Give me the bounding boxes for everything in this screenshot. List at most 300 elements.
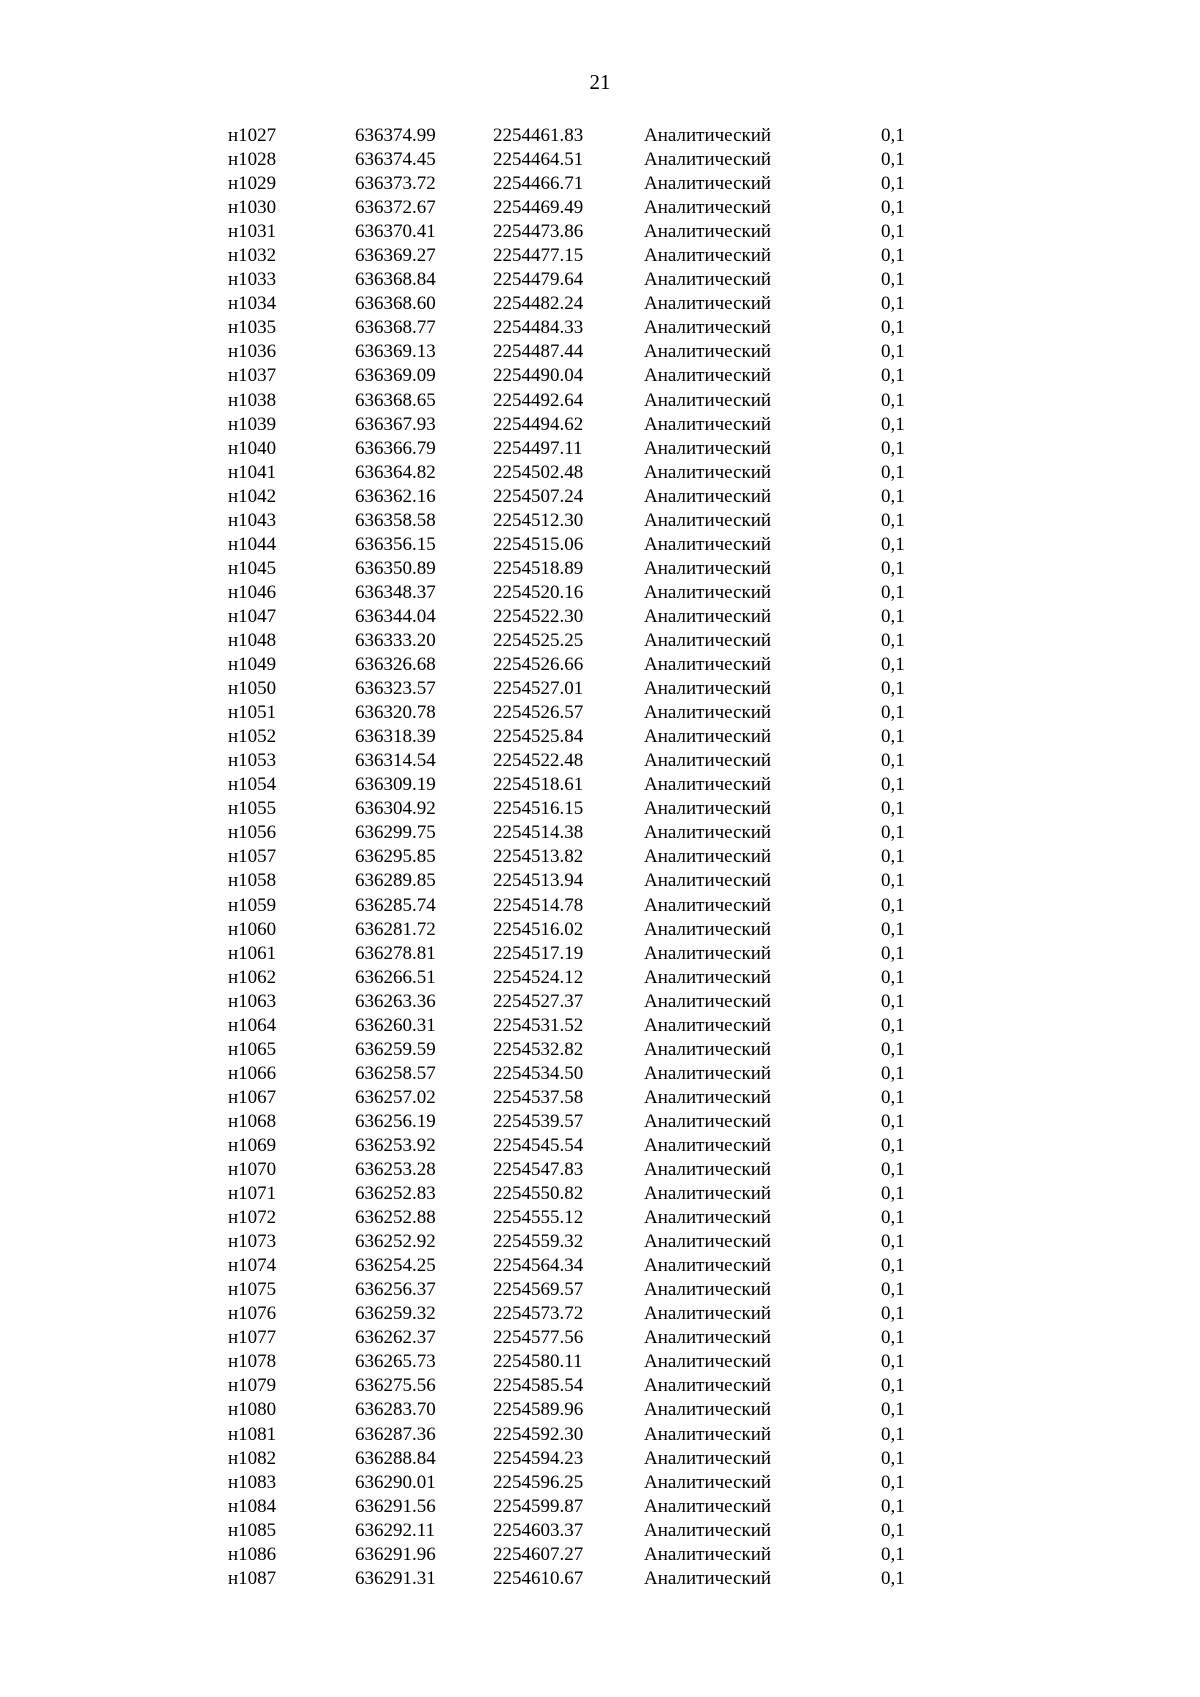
table-row <box>0 918 1200 942</box>
x-coordinate-cell: 636253.92 <box>355 1134 436 1156</box>
point-id-cell: н1075 <box>228 1279 277 1301</box>
x-coordinate-cell: 636290.01 <box>355 1471 436 1493</box>
accuracy-cell: 0,1 <box>881 678 905 700</box>
x-coordinate-cell: 636287.36 <box>355 1423 436 1445</box>
x-coordinate-cell: 636292.11 <box>355 1519 436 1541</box>
y-coordinate-cell: 2254490.04 <box>493 365 584 387</box>
table-row <box>0 701 1200 725</box>
x-coordinate-cell: 636254.25 <box>355 1255 436 1277</box>
accuracy-cell: 0,1 <box>881 605 905 627</box>
table-row <box>0 196 1200 220</box>
accuracy-cell: 0,1 <box>881 629 905 651</box>
point-id-cell: н1085 <box>228 1519 277 1541</box>
point-id-cell: н1071 <box>228 1183 277 1205</box>
point-id-cell: н1086 <box>228 1543 277 1565</box>
table-row <box>0 1326 1200 1350</box>
y-coordinate-cell: 2254466.71 <box>493 173 584 195</box>
y-coordinate-cell: 2254580.11 <box>493 1351 583 1373</box>
table-row <box>0 364 1200 388</box>
point-id-cell: н1028 <box>228 149 277 171</box>
point-id-cell: н1060 <box>228 918 277 940</box>
y-coordinate-cell: 2254513.94 <box>493 870 584 892</box>
y-coordinate-cell: 2254518.61 <box>493 774 584 796</box>
accuracy-cell: 0,1 <box>881 654 905 676</box>
table-row <box>0 509 1200 533</box>
y-coordinate-cell: 2254531.52 <box>493 1014 584 1036</box>
x-coordinate-cell: 636350.89 <box>355 557 436 579</box>
y-coordinate-cell: 2254527.01 <box>493 678 584 700</box>
y-coordinate-cell: 2254526.57 <box>493 702 584 724</box>
method-cell: Аналитический <box>644 317 772 339</box>
method-cell: Аналитический <box>644 1110 772 1132</box>
x-coordinate-cell: 636288.84 <box>355 1447 436 1469</box>
table-row <box>0 990 1200 1014</box>
point-id-cell: н1039 <box>228 413 277 435</box>
x-coordinate-cell: 636291.56 <box>355 1495 436 1517</box>
accuracy-cell: 0,1 <box>881 1351 905 1373</box>
x-coordinate-cell: 636260.31 <box>355 1014 436 1036</box>
accuracy-cell: 0,1 <box>881 870 905 892</box>
y-coordinate-cell: 2254534.50 <box>493 1062 584 1084</box>
point-id-cell: н1032 <box>228 245 277 267</box>
accuracy-cell: 0,1 <box>881 557 905 579</box>
x-coordinate-cell: 636370.41 <box>355 221 436 243</box>
x-coordinate-cell: 636278.81 <box>355 942 436 964</box>
x-coordinate-cell: 636368.60 <box>355 293 436 315</box>
y-coordinate-cell: 2254492.64 <box>493 389 584 411</box>
table-row <box>0 942 1200 966</box>
x-coordinate-cell: 636309.19 <box>355 774 436 796</box>
y-coordinate-cell: 2254522.30 <box>493 605 584 627</box>
x-coordinate-cell: 636295.85 <box>355 846 436 868</box>
coordinates-table <box>0 124 1200 1591</box>
accuracy-cell: 0,1 <box>881 1519 905 1541</box>
method-cell: Аналитический <box>644 149 772 171</box>
method-cell: Аналитический <box>644 173 772 195</box>
x-coordinate-cell: 636373.72 <box>355 173 436 195</box>
point-id-cell: н1073 <box>228 1231 277 1253</box>
table-row <box>0 653 1200 677</box>
accuracy-cell: 0,1 <box>881 1471 905 1493</box>
table-row <box>0 1038 1200 1062</box>
y-coordinate-cell: 2254482.24 <box>493 293 584 315</box>
method-cell: Аналитический <box>644 822 772 844</box>
x-coordinate-cell: 636281.72 <box>355 918 436 940</box>
point-id-cell: н1058 <box>228 870 277 892</box>
method-cell: Аналитический <box>644 245 772 267</box>
x-coordinate-cell: 636283.70 <box>355 1399 436 1421</box>
table-row <box>0 220 1200 244</box>
table-row <box>0 1447 1200 1471</box>
y-coordinate-cell: 2254477.15 <box>493 245 584 267</box>
table-row <box>0 1519 1200 1543</box>
y-coordinate-cell: 2254550.82 <box>493 1183 584 1205</box>
x-coordinate-cell: 636299.75 <box>355 822 436 844</box>
y-coordinate-cell: 2254526.66 <box>493 654 584 676</box>
method-cell: Аналитический <box>644 1471 772 1493</box>
x-coordinate-cell: 636291.96 <box>355 1543 436 1565</box>
point-id-cell: н1056 <box>228 822 277 844</box>
accuracy-cell: 0,1 <box>881 437 905 459</box>
table-row <box>0 1254 1200 1278</box>
accuracy-cell: 0,1 <box>881 1447 905 1469</box>
point-id-cell: н1074 <box>228 1255 277 1277</box>
method-cell: Аналитический <box>644 726 772 748</box>
point-id-cell: н1082 <box>228 1447 277 1469</box>
y-coordinate-cell: 2254610.67 <box>493 1567 584 1589</box>
x-coordinate-cell: 636374.99 <box>355 125 436 146</box>
table-row <box>0 1182 1200 1206</box>
x-coordinate-cell: 636369.27 <box>355 245 436 267</box>
method-cell: Аналитический <box>644 966 772 988</box>
accuracy-cell: 0,1 <box>881 293 905 315</box>
point-id-cell: н1036 <box>228 341 277 363</box>
accuracy-cell: 0,1 <box>881 509 905 531</box>
point-id-cell: н1062 <box>228 966 277 988</box>
y-coordinate-cell: 2254603.37 <box>493 1519 584 1541</box>
method-cell: Аналитический <box>644 750 772 772</box>
y-coordinate-cell: 2254497.11 <box>493 437 583 459</box>
x-coordinate-cell: 636275.56 <box>355 1375 436 1397</box>
accuracy-cell: 0,1 <box>881 1159 905 1181</box>
table-row <box>0 1278 1200 1302</box>
point-id-cell: н1050 <box>228 678 277 700</box>
method-cell: Аналитический <box>644 1519 772 1541</box>
y-coordinate-cell: 2254525.25 <box>493 629 584 651</box>
point-id-cell: н1057 <box>228 846 277 868</box>
point-id-cell: н1054 <box>228 774 277 796</box>
point-id-cell: н1044 <box>228 533 277 555</box>
y-coordinate-cell: 2254484.33 <box>493 317 584 339</box>
method-cell: Аналитический <box>644 942 772 964</box>
method-cell: Аналитический <box>644 293 772 315</box>
point-id-cell: н1034 <box>228 293 277 315</box>
y-coordinate-cell: 2254461.83 <box>493 125 584 146</box>
method-cell: Аналитический <box>644 1038 772 1060</box>
table-row <box>0 557 1200 581</box>
point-id-cell: н1047 <box>228 605 277 627</box>
method-cell: Аналитический <box>644 125 772 146</box>
table-row <box>0 1062 1200 1086</box>
y-coordinate-cell: 2254520.16 <box>493 581 584 603</box>
point-id-cell: н1066 <box>228 1062 277 1084</box>
table-row <box>0 629 1200 653</box>
point-id-cell: н1084 <box>228 1495 277 1517</box>
x-coordinate-cell: 636256.19 <box>355 1110 436 1132</box>
accuracy-cell: 0,1 <box>881 389 905 411</box>
accuracy-cell: 0,1 <box>881 173 905 195</box>
method-cell: Аналитический <box>644 1351 772 1373</box>
accuracy-cell: 0,1 <box>881 1062 905 1084</box>
accuracy-cell: 0,1 <box>881 1038 905 1060</box>
method-cell: Аналитический <box>644 389 772 411</box>
x-coordinate-cell: 636358.58 <box>355 509 436 531</box>
method-cell: Аналитический <box>644 413 772 435</box>
accuracy-cell: 0,1 <box>881 341 905 363</box>
table-row <box>0 244 1200 268</box>
y-coordinate-cell: 2254569.57 <box>493 1279 584 1301</box>
y-coordinate-cell: 2254494.62 <box>493 413 584 435</box>
table-row <box>0 725 1200 749</box>
table-row <box>0 485 1200 509</box>
y-coordinate-cell: 2254507.24 <box>493 485 584 507</box>
method-cell: Аналитический <box>644 870 772 892</box>
method-cell: Аналитический <box>644 990 772 1012</box>
table-row <box>0 437 1200 461</box>
point-id-cell: н1087 <box>228 1567 277 1589</box>
accuracy-cell: 0,1 <box>881 1303 905 1325</box>
y-coordinate-cell: 2254559.32 <box>493 1231 584 1253</box>
accuracy-cell: 0,1 <box>881 197 905 219</box>
accuracy-cell: 0,1 <box>881 894 905 916</box>
method-cell: Аналитический <box>644 221 772 243</box>
method-cell: Аналитический <box>644 798 772 820</box>
accuracy-cell: 0,1 <box>881 125 905 146</box>
table-row <box>0 1495 1200 1519</box>
accuracy-cell: 0,1 <box>881 221 905 243</box>
point-id-cell: н1031 <box>228 221 277 243</box>
table-row <box>0 1158 1200 1182</box>
table-row <box>0 172 1200 196</box>
y-coordinate-cell: 2254592.30 <box>493 1423 584 1445</box>
method-cell: Аналитический <box>644 269 772 291</box>
method-cell: Аналитический <box>644 1255 772 1277</box>
x-coordinate-cell: 636289.85 <box>355 870 436 892</box>
y-coordinate-cell: 2254607.27 <box>493 1543 584 1565</box>
point-id-cell: н1027 <box>228 125 277 146</box>
point-id-cell: н1033 <box>228 269 277 291</box>
point-id-cell: н1043 <box>228 509 277 531</box>
table-row <box>0 1374 1200 1398</box>
table-row <box>0 292 1200 316</box>
method-cell: Аналитический <box>644 461 772 483</box>
point-id-cell: н1064 <box>228 1014 277 1036</box>
accuracy-cell: 0,1 <box>881 1086 905 1108</box>
accuracy-cell: 0,1 <box>881 1183 905 1205</box>
point-id-cell: н1065 <box>228 1038 277 1060</box>
method-cell: Аналитический <box>644 1327 772 1349</box>
y-coordinate-cell: 2254589.96 <box>493 1399 584 1421</box>
x-coordinate-cell: 636257.02 <box>355 1086 436 1108</box>
y-coordinate-cell: 2254464.51 <box>493 149 584 171</box>
y-coordinate-cell: 2254514.78 <box>493 894 584 916</box>
point-id-cell: н1042 <box>228 485 277 507</box>
table-row <box>0 581 1200 605</box>
method-cell: Аналитический <box>644 341 772 363</box>
accuracy-cell: 0,1 <box>881 269 905 291</box>
table-row <box>0 677 1200 701</box>
x-coordinate-cell: 636364.82 <box>355 461 436 483</box>
method-cell: Аналитический <box>644 1207 772 1229</box>
method-cell: Аналитический <box>644 1375 772 1397</box>
accuracy-cell: 0,1 <box>881 990 905 1012</box>
y-coordinate-cell: 2254545.54 <box>493 1134 584 1156</box>
accuracy-cell: 0,1 <box>881 245 905 267</box>
accuracy-cell: 0,1 <box>881 846 905 868</box>
point-id-cell: н1067 <box>228 1086 277 1108</box>
y-coordinate-cell: 2254515.06 <box>493 533 584 555</box>
y-coordinate-cell: 2254532.82 <box>493 1038 584 1060</box>
point-id-cell: н1052 <box>228 726 277 748</box>
method-cell: Аналитический <box>644 197 772 219</box>
y-coordinate-cell: 2254502.48 <box>493 461 584 483</box>
method-cell: Аналитический <box>644 365 772 387</box>
method-cell: Аналитический <box>644 702 772 724</box>
x-coordinate-cell: 636366.79 <box>355 437 436 459</box>
method-cell: Аналитический <box>644 1159 772 1181</box>
point-id-cell: н1053 <box>228 750 277 772</box>
method-cell: Аналитический <box>644 1014 772 1036</box>
point-id-cell: н1063 <box>228 990 277 1012</box>
method-cell: Аналитический <box>644 1543 772 1565</box>
x-coordinate-cell: 636252.92 <box>355 1231 436 1253</box>
x-coordinate-cell: 636368.77 <box>355 317 436 339</box>
point-id-cell: н1070 <box>228 1159 277 1181</box>
y-coordinate-cell: 2254518.89 <box>493 557 584 579</box>
y-coordinate-cell: 2254512.30 <box>493 509 584 531</box>
accuracy-cell: 0,1 <box>881 726 905 748</box>
x-coordinate-cell: 636291.31 <box>355 1567 436 1589</box>
accuracy-cell: 0,1 <box>881 798 905 820</box>
method-cell: Аналитический <box>644 605 772 627</box>
x-coordinate-cell: 636368.84 <box>355 269 436 291</box>
table-row <box>0 1230 1200 1254</box>
method-cell: Аналитический <box>644 1567 772 1589</box>
accuracy-cell: 0,1 <box>881 1207 905 1229</box>
accuracy-cell: 0,1 <box>881 1543 905 1565</box>
accuracy-cell: 0,1 <box>881 1014 905 1036</box>
point-id-cell: н1037 <box>228 365 277 387</box>
y-coordinate-cell: 2254525.84 <box>493 726 584 748</box>
x-coordinate-cell: 636259.32 <box>355 1303 436 1325</box>
accuracy-cell: 0,1 <box>881 942 905 964</box>
point-id-cell: н1038 <box>228 389 277 411</box>
point-id-cell: н1076 <box>228 1303 277 1325</box>
x-coordinate-cell: 636252.88 <box>355 1207 436 1229</box>
y-coordinate-cell: 2254522.48 <box>493 750 584 772</box>
point-id-cell: н1029 <box>228 173 277 195</box>
point-id-cell: н1030 <box>228 197 277 219</box>
accuracy-cell: 0,1 <box>881 1279 905 1301</box>
point-id-cell: н1068 <box>228 1110 277 1132</box>
point-id-cell: н1041 <box>228 461 277 483</box>
y-coordinate-cell: 2254487.44 <box>493 341 584 363</box>
accuracy-cell: 0,1 <box>881 1375 905 1397</box>
accuracy-cell: 0,1 <box>881 1231 905 1253</box>
y-coordinate-cell: 2254479.64 <box>493 269 584 291</box>
y-coordinate-cell: 2254514.38 <box>493 822 584 844</box>
y-coordinate-cell: 2254577.56 <box>493 1327 584 1349</box>
table-row <box>0 966 1200 990</box>
table-row <box>0 340 1200 364</box>
method-cell: Аналитический <box>644 1279 772 1301</box>
y-coordinate-cell: 2254469.49 <box>493 197 584 219</box>
point-id-cell: н1077 <box>228 1327 277 1349</box>
accuracy-cell: 0,1 <box>881 702 905 724</box>
x-coordinate-cell: 636263.36 <box>355 990 436 1012</box>
x-coordinate-cell: 636266.51 <box>355 966 436 988</box>
x-coordinate-cell: 636348.37 <box>355 581 436 603</box>
table-row <box>0 894 1200 918</box>
accuracy-cell: 0,1 <box>881 581 905 603</box>
table-row <box>0 821 1200 845</box>
table-row <box>0 1567 1200 1591</box>
y-coordinate-cell: 2254524.12 <box>493 966 584 988</box>
table-row <box>0 605 1200 629</box>
x-coordinate-cell: 636326.68 <box>355 654 436 676</box>
table-row <box>0 1423 1200 1447</box>
method-cell: Аналитический <box>644 846 772 868</box>
method-cell: Аналитический <box>644 894 772 916</box>
method-cell: Аналитический <box>644 1183 772 1205</box>
x-coordinate-cell: 636369.09 <box>355 365 436 387</box>
point-id-cell: н1069 <box>228 1134 277 1156</box>
method-cell: Аналитический <box>644 1231 772 1253</box>
table-row <box>0 1206 1200 1230</box>
x-coordinate-cell: 636367.93 <box>355 413 436 435</box>
table-row <box>0 797 1200 821</box>
accuracy-cell: 0,1 <box>881 533 905 555</box>
method-cell: Аналитический <box>644 437 772 459</box>
x-coordinate-cell: 636333.20 <box>355 629 436 651</box>
method-cell: Аналитический <box>644 533 772 555</box>
accuracy-cell: 0,1 <box>881 1327 905 1349</box>
y-coordinate-cell: 2254537.58 <box>493 1086 584 1108</box>
table-row <box>0 749 1200 773</box>
x-coordinate-cell: 636362.16 <box>355 485 436 507</box>
point-id-cell: н1046 <box>228 581 277 603</box>
accuracy-cell: 0,1 <box>881 1399 905 1421</box>
accuracy-cell: 0,1 <box>881 966 905 988</box>
method-cell: Аналитический <box>644 629 772 651</box>
table-row <box>0 124 1200 148</box>
table-row <box>0 1302 1200 1326</box>
y-coordinate-cell: 2254547.83 <box>493 1159 584 1181</box>
accuracy-cell: 0,1 <box>881 461 905 483</box>
x-coordinate-cell: 636356.15 <box>355 533 436 555</box>
table-row <box>0 1543 1200 1567</box>
accuracy-cell: 0,1 <box>881 485 905 507</box>
x-coordinate-cell: 636253.28 <box>355 1159 436 1181</box>
point-id-cell: н1048 <box>228 629 277 651</box>
method-cell: Аналитический <box>644 581 772 603</box>
method-cell: Аналитический <box>644 918 772 940</box>
table-row <box>0 268 1200 292</box>
x-coordinate-cell: 636262.37 <box>355 1327 436 1349</box>
accuracy-cell: 0,1 <box>881 1255 905 1277</box>
table-row <box>0 413 1200 437</box>
point-id-cell: н1055 <box>228 798 277 820</box>
x-coordinate-cell: 636344.04 <box>355 605 436 627</box>
accuracy-cell: 0,1 <box>881 918 905 940</box>
accuracy-cell: 0,1 <box>881 413 905 435</box>
y-coordinate-cell: 2254599.87 <box>493 1495 584 1517</box>
accuracy-cell: 0,1 <box>881 774 905 796</box>
page-number: 21 <box>589 70 611 94</box>
x-coordinate-cell: 636323.57 <box>355 678 436 700</box>
point-id-cell: н1045 <box>228 557 277 579</box>
y-coordinate-cell: 2254573.72 <box>493 1303 584 1325</box>
point-id-cell: н1061 <box>228 942 277 964</box>
accuracy-cell: 0,1 <box>881 317 905 339</box>
method-cell: Аналитический <box>644 774 772 796</box>
method-cell: Аналитический <box>644 1134 772 1156</box>
method-cell: Аналитический <box>644 1086 772 1108</box>
accuracy-cell: 0,1 <box>881 750 905 772</box>
x-coordinate-cell: 636318.39 <box>355 726 436 748</box>
x-coordinate-cell: 636372.67 <box>355 197 436 219</box>
accuracy-cell: 0,1 <box>881 1495 905 1517</box>
